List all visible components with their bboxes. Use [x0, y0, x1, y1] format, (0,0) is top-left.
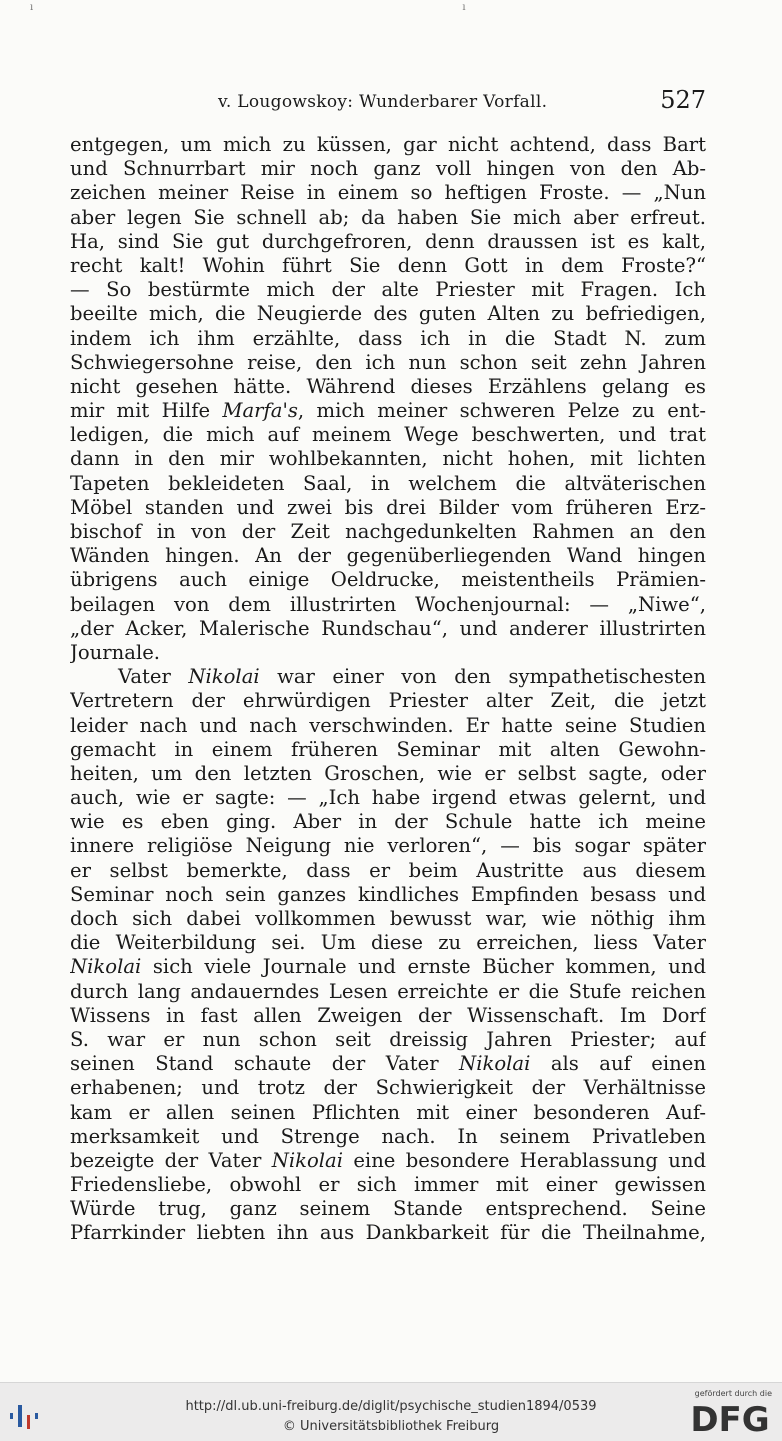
text-line: Möbel standen und zwei bis drei Bilder vom früheren Erz- [70, 495, 706, 519]
text-line: gemacht in einem früheren Seminar mit alten Gewohn- [70, 737, 706, 761]
text-line: bezeigte der Vater Nikolai eine besondere Herablassung und [70, 1148, 706, 1172]
page-number: 527 [660, 86, 706, 114]
text-line: innere religiöse Neigung nie verloren“, — bis sogar später [70, 834, 706, 858]
text-line: auch, wie er sagte: — „Ich habe irgend etwas gelernt, und [70, 786, 706, 810]
text-line: Nikolai sich viele Journale und ernste Bücher kommen, und [70, 955, 706, 979]
dfg-logo-text: DFG [690, 1400, 770, 1435]
text-line: durch lang andauerndes Lesen erreichte er die Stufe reichen [70, 979, 706, 1003]
dfg-logo-icon[interactable] [688, 1399, 772, 1435]
text-line: beilagen von dem illustrirten Wochenjournal: — „Niwe“, [70, 592, 706, 616]
text-line: indem ich ihm erzählte, dass ich in die Stadt N. zum [70, 326, 706, 350]
footer-bar [0, 1382, 782, 1441]
text-line: doch sich dabei vollkommen bewusst war, wie nöthig ihm [70, 907, 706, 930]
text-line: und Schnurrbart mir noch ganz voll hingen von den Ab- [70, 157, 706, 181]
text-line: heiten, um den letzten Groschen, wie er selbst sagte, oder [70, 761, 706, 785]
text-line: merksamkeit und Strenge nach. In seinem Privatleben [70, 1124, 706, 1148]
text-line: erhabenen; und trotz der Schwierigkeit der Verhältnisse [70, 1076, 706, 1100]
text-line: — So bestürmte mich der alte Priester mit Fragen. Ich [70, 278, 706, 302]
text-line: Seminar noch sein ganzes kindliches Empfinden besass und [70, 882, 706, 906]
document-url-link[interactable]: http://dl.ub.uni-freiburg.de/diglit/psychische_studien1894/0539 [185, 1399, 597, 1414]
text-line: Wänden hingen. An der gegenüberliegenden Wand hingen [70, 544, 706, 568]
text-line: seinen Stand schaute der Vater Nikolai als auf einen [70, 1052, 706, 1076]
text-line: mir mit Hilfe Marfa's, mich meiner schweren Pelze zu ent- [70, 399, 706, 423]
text-line: Wissens in fast allen Zweigen der Wissenschaft. Im Dorf [70, 1003, 706, 1027]
text-line: beeilte mich, die Neugierde des guten Alten zu befriedigen, [70, 302, 706, 326]
text-line: Tapeten bekleideten Saal, in welchem die altväterischen [70, 471, 706, 495]
text-line: Vater Nikolai war einer von den sympathetischesten [118, 665, 706, 689]
text-line: recht kalt! Wohin führt Sie denn Gott in dem Froste?“ [70, 253, 706, 277]
text-line: dann in den mir wohlbekannten, nicht hohen, mit lichten [70, 447, 706, 471]
text-line: aber legen Sie schnell ab; da haben Sie mich aber erfreut. [70, 205, 706, 229]
text-line: Schwiegersohne reise, den ich nun schon seit zehn Jahren [70, 350, 706, 374]
text-line: Pfarrkinder liebten ihn aus Dankbarkeit für die Theilnahme, [70, 1221, 706, 1245]
text-line: Journale. [70, 640, 161, 664]
text-line: die Weiterbildung sei. Um diese zu erreichen, liess Vater [70, 931, 706, 955]
copyright-text: © Universitätsbibliothek Freiburg [282, 1419, 500, 1434]
text-line: zeichen meiner Reise in einem so heftigen Froste. — „Nun [70, 181, 706, 205]
running-header [70, 86, 706, 120]
text-line: leider nach und nach verschwinden. Er hatte seine Studien [70, 713, 706, 737]
text-line: übrigens auch einige Oeldrucke, meistentheils Prämien- [70, 568, 706, 592]
text-line: „der Acker, Malerische Rundschau“, und anderer illustrirten [70, 616, 706, 640]
text-line: Friedensliebe, obwohl er sich immer mit einer gewissen [70, 1173, 706, 1197]
running-title: v. Lougowskoy: Wunderbarer Vorfall. [218, 92, 548, 112]
dfg-note: gefördert durch die [694, 1389, 772, 1398]
text-line: Vertretern der ehrwürdigen Priester alter Zeit, die jetzt [70, 689, 706, 713]
scan-artifact-icon: ı ı [30, 2, 466, 13]
text-line: bischof in von der Zeit nachgedunkelten Rahmen an den [70, 520, 706, 543]
body-text [70, 133, 706, 1246]
text-line: wie es eben ging. Aber in der Schule hatte ich meine [70, 810, 706, 834]
text-line: Ha, sind Sie gut durchgefroren, denn draussen ist es kalt, [70, 229, 706, 253]
text-line: ledigen, die mich auf meinem Wege beschwerten, und trat [70, 423, 706, 447]
text-line: kam er allen seinen Pflichten mit einer besonderen Auf- [70, 1100, 706, 1124]
text-line: S. war er nun schon seit dreissig Jahren Priester; auf [70, 1027, 706, 1051]
text-line: Würde trug, ganz seinem Stande entsprechend. Seine [70, 1197, 706, 1221]
text-line: entgegen, um mich zu küssen, gar nicht achtend, dass Bart [70, 133, 706, 156]
text-line: er selbst bemerkte, dass er beim Austritte aus diesem [70, 858, 706, 882]
text-line: nicht gesehen hätte. Während dieses Erzählens gelang es [70, 374, 706, 398]
